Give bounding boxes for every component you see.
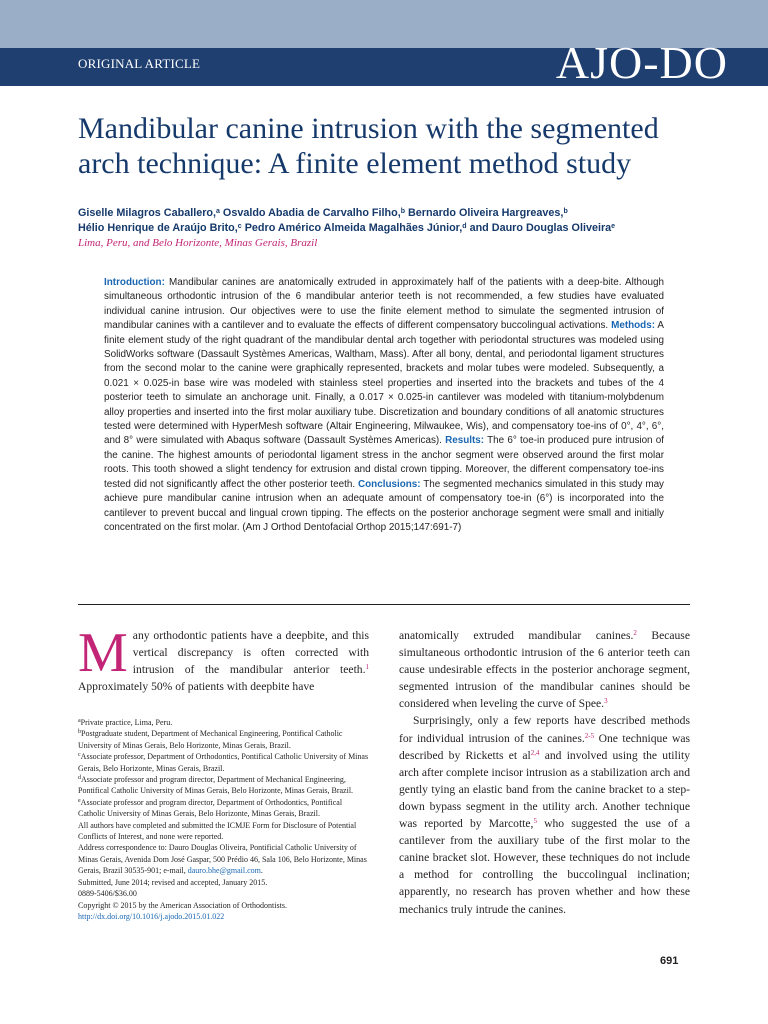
abstract-methods-text: A finite element study of the right quadrant of the mandibular dental arch together with periodontal structures was modeled using SolidWorks software (Dassault Systèmes Americas, Waltham, Mass). After all bony, dental, and periodontal ligament structures from the second molar to the canine were graphically represented, brackets and molar tubes were modeled. Subsequently, a 0.021 × 0.025-in base wire was modeled with stainless steel properties and inserted into the brackets and tubes of the 4 posterior teeth to simulate an anchorage unit. Finally, a 0.017 × 0.025-in cantilever was modeled with titanium-molybdenum alloy properties and inserted into the first molar auxiliary tube. Discretization and boundary conditions of all anatomic structures tested were determined with HyperMesh software (Altair Engineering, Milwaukee, Wis), and compensatory toe-ins of 0°, 4°, 6°, and 8° were simulated with Abaqus software (Dassault Systèmes Americas).	[104, 320, 664, 447]
author-name: Hélio Henrique de Araújo Brito,	[78, 222, 238, 234]
body-paragraph: anatomically extruded mandibular canines.$^2$ Because simultaneous orthodontic intrusion of the 6 anterior teeth can cause undesirable effects in the posterior anchorage segment, segmented intrusion of the mandibular canines should be considered when leveling the curve of Spee.$^3$	[399, 629, 690, 711]
footnote-submitted: Submitted, June 2014; revised and accepted, January 2015.	[78, 877, 268, 887]
drop-cap: M	[78, 622, 128, 684]
author-name: and Dauro Douglas Oliveira	[469, 222, 612, 234]
email-link[interactable]: dauro.bhe@gmail.com	[187, 866, 261, 876]
author-affiliation-mark: a	[216, 208, 220, 215]
abstract-conclusions-text: The segmented mechanics simulated in this study may achieve pure mandibular canine intrusion when an adequate amount of compensatory toe-in (6°) is incorporated into the cantilever to prevent buccal and lingual crown tipping. The effects on the posterior anchorage segment were small and initially concentrated on the first molar. (Am J Orthod Dentofacial Orthop 2015;147:691-7)	[104, 478, 664, 533]
citation-ref[interactable]: 3	[604, 697, 608, 706]
footnote-e: $^e$Associate professor and program director, Department of Orthodontics, Pontifical Catholic University of Minas Gerais, Belo Horizonte, Minas Gerais, Brazil.	[78, 797, 343, 819]
section-label: ORIGINAL ARTICLE	[78, 56, 201, 71]
abstract-conclusions-heading: Conclusions:	[358, 478, 421, 490]
footnote-d: $^d$Associate professor and program director, Department of Mechanical Engineering, Pontifical Catholic University of Minas Gerais, Belo Horizonte, Minas Gerais, Brazil.	[78, 775, 354, 796]
abstract	[104, 276, 664, 535]
footnote-address: Address correspondence to: Dauro Douglas Oliveira, Pontificial Catholic University of Minas Gerais, Avenida Dom José Gaspar, 500 Prédio 46, Sala 106, Belo Horizonte, Minas Gerais, Brazil 30535-901; e-mail, dauro.bhe@gmail.com.	[78, 843, 367, 876]
footnote-c: $^c$Associate professor, Department of Orthodontics, Pontifical Catholic University of Minas Gerais, Belo Horizonte, Minas Gerais, Brazil.	[78, 752, 369, 773]
abstract-divider	[78, 604, 690, 605]
abstract-results-text: The 6° toe-in produced pure intrusion of the canine. The highest amounts of periodontal ligament stress in the anchor segment were observed around the first molar roots. This tooth showed a slight tendency for extrusion and distal crown tipping. Moreover, the different compensatory toe-ins tested did not significantly affect the other posterior teeth.	[104, 435, 664, 490]
footnotes	[78, 717, 369, 922]
journal-logo: AJO-DO	[555, 37, 728, 88]
author-affiliation-mark: c	[237, 223, 242, 230]
article-title	[78, 111, 718, 181]
abstract-intro-text: Mandibular canines are anatomically extruded in approximately half of the patients with a deep-bite. Although simultaneous orthodontic intrusion of the 6 mandibular anterior teeth is not recommended, a few studies have evaluated individual canine intrusion. Our objectives were to use the finite element method to simulate the segmented intrusion of mandibular canines with a cantilever and to evaluate the effects of different compensatory buccolingual activations.	[104, 277, 664, 332]
author-name: Osvaldo Abadia de Carvalho Filho,	[222, 207, 401, 219]
page-number: 691	[660, 955, 679, 967]
citation-ref[interactable]: 5	[533, 817, 537, 826]
author-affiliation-mark: b	[563, 208, 568, 215]
body-paragraph: Surprisingly, only a few reports have described methods for individual intrusion of the canines.$^{2-5}$ One technique was described by Ricketts et al$^{2,4}$ and involved using the utility arch after complete incisor intrusion as a stabilization arch and gently tying an elastic band from the canine bracket to a step-down bypass segment in the utility arch. Another technique was reported by Marcotte,$^5$ who suggested the use of a cantilever from the auxiliary tube of the first molar to the canine bracket slot. However, these techniques do not include a method for controlling the buccolingual inclination; apparently, no research has proven whether and how these mechanics truly intrude the canines.	[399, 714, 690, 916]
author-affiliation-mark: b	[400, 208, 405, 215]
author-name: Pedro Américo Almeida Magalhães Júnior,	[244, 222, 463, 234]
lead-paragraph-text-cont: Approximately 50% of patients with deepbite have	[78, 680, 315, 694]
author-name: Giselle Milagros Caballero,	[78, 207, 217, 219]
footnote-copyright: Copyright © 2015 by the American Association of Orthodontists.	[78, 900, 287, 910]
abstract-intro-heading: Introduction:	[104, 277, 165, 288]
footnote-b: $^b$Postgraduate student, Department of Mechanical Engineering, Pontifical Catholic University of Minas Gerais, Belo Horizonte, Minas Gerais, Brazil.	[78, 729, 343, 750]
footnote-issn: 0889-5406/$36.00	[78, 889, 137, 899]
author-list	[78, 206, 718, 236]
doi-link[interactable]: http://dx.doi.org/10.1016/j.ajodo.2015.01.022	[78, 911, 225, 921]
author-affiliation-mark: d	[462, 223, 467, 230]
footnote-disclosure: All authors have completed and submitted the ICMJE Form for Disclosure of Potential Conflicts of Interest, and none were reported.	[78, 820, 357, 842]
abstract-results-heading: Results:	[445, 435, 485, 447]
abstract-methods-heading: Methods:	[611, 320, 655, 332]
article-title-line2: arch technique: A finite element method study	[78, 147, 632, 180]
author-location: Lima, Peru, and Belo Horizonte, Minas Gerais, Brazil	[78, 237, 318, 249]
citation-ref[interactable]: 2	[633, 629, 637, 637]
author-affiliation-mark: e	[611, 223, 616, 230]
lead-paragraph-text: any orthodontic patients have a deepbite, and this vertical discrepancy is often corrected with intrusion of the mandibular anterior teeth.	[132, 629, 369, 677]
body-column-left	[78, 622, 369, 707]
footnote-a: $^a$Private practice, Lima, Peru.	[78, 718, 173, 727]
citation-ref[interactable]: 2-5	[584, 731, 595, 740]
citation-ref[interactable]: 1	[365, 663, 369, 672]
article-title-line1: Mandibular canine intrusion with the segmented	[78, 112, 659, 145]
body-column-right	[399, 627, 690, 918]
author-name: Bernardo Oliveira Hargreaves,	[408, 207, 564, 219]
lead-paragraph	[78, 622, 369, 707]
citation-ref[interactable]: 2,4	[530, 748, 540, 757]
